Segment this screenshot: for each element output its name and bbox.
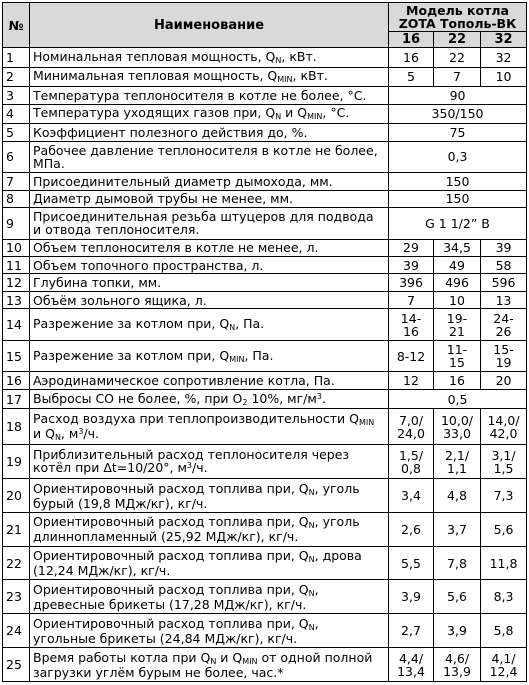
name-text: Рабочее давление теплоносителя в котле не более, МПа. <box>33 142 378 171</box>
row-name <box>30 389 389 409</box>
value-cell: 29 <box>389 239 434 256</box>
shared-value: 75 <box>389 124 527 141</box>
name-text: Время работы котла при Q <box>33 649 211 665</box>
value-cell: 10 <box>434 291 481 308</box>
name-text: от одной полной загрузки углём бурым не более, час.* <box>33 649 373 680</box>
header-name: Наименование <box>30 3 389 48</box>
name-text: Температура теплоносителя в котле не более, °С. <box>33 87 367 103</box>
value-cell: 19- 21 <box>434 309 481 341</box>
row-number: 4 <box>3 104 30 124</box>
row-number: 16 <box>3 372 30 389</box>
shared-value: 150 <box>389 173 527 190</box>
table-row <box>3 479 527 513</box>
value-cell: 22 <box>434 48 481 68</box>
specification-table <box>2 2 527 682</box>
row-name <box>30 67 389 87</box>
name-text: Ориентировочный расход топлива при, Q <box>33 548 309 564</box>
name-text: Ориентировочный расход топлива при, Q <box>33 615 309 631</box>
value-cell: 5,8 <box>481 614 527 648</box>
row-number: 14 <box>3 309 30 341</box>
value-cell: 7 <box>389 291 434 308</box>
name-text: Объем теплоносителя в котле не менее, л. <box>33 240 319 256</box>
row-number: 20 <box>3 479 30 513</box>
header-model-group: Модель котла ZOTA Тополь-ВК <box>389 3 527 32</box>
row-number: 7 <box>3 173 30 190</box>
table-row <box>3 291 527 308</box>
row-name <box>30 87 389 104</box>
row-number: 10 <box>3 239 30 256</box>
value-cell: 34,5 <box>434 239 481 256</box>
value-cell: 4,6/ 13,9 <box>434 648 481 682</box>
name-subscript: N <box>308 521 315 531</box>
table-row <box>3 208 527 240</box>
name-subscript: MIN <box>307 112 323 122</box>
name-text: , °С. <box>322 105 350 121</box>
value-cell: 11- 15 <box>434 340 481 372</box>
value-cell: 24- 26 <box>481 309 527 341</box>
name-text: , м <box>60 425 79 441</box>
value-cell: 596 <box>481 274 527 291</box>
name-text: Глубина топки, мм. <box>33 275 162 291</box>
value-cell: 2,6 <box>389 512 434 546</box>
value-cell: 8-12 <box>389 340 434 372</box>
name-text: Приблизительный расход теплоносителя через котёл при Δt=10/20°, м <box>33 446 350 475</box>
name-subscript: N <box>308 622 315 632</box>
value-cell: 5,6 <box>434 580 481 614</box>
row-name <box>30 274 389 291</box>
name-subscript: N <box>210 656 217 666</box>
name-text: , Па. <box>235 316 265 332</box>
name-text: , уголь бурый (19,8 МДж/кг), кг/ч. <box>33 480 360 511</box>
name-subscript: N <box>308 487 315 497</box>
shared-value: G 1 1/2” В <box>389 208 527 240</box>
value-cell: 4,4/ 13,4 <box>389 648 434 682</box>
row-name <box>30 372 389 389</box>
table-row <box>3 372 527 389</box>
row-name <box>30 104 389 124</box>
name-text: Расход воздуха при теплопроизводительности Q <box>33 410 359 426</box>
row-number: 12 <box>3 274 30 291</box>
value-cell: 13 <box>481 291 527 308</box>
name-text: , угольные брикеты (24,84 МДж/кг), кг/ч. <box>33 615 319 646</box>
table-row <box>3 190 527 207</box>
value-cell: 3,9 <box>434 614 481 648</box>
row-number: 1 <box>3 48 30 68</box>
value-cell: 5,5 <box>389 546 434 580</box>
value-cell: 58 <box>481 257 527 274</box>
row-name <box>30 124 389 141</box>
name-text: Разрежение за котлом при, Q <box>33 316 230 332</box>
name-subscript: N <box>54 432 61 442</box>
row-name <box>30 173 389 190</box>
value-cell: 1,5/ 0,8 <box>389 445 434 479</box>
shared-value: 90 <box>389 87 527 104</box>
name-text: Аэродинамическое сопротивление котла, Па. <box>33 373 335 389</box>
name-text: . <box>321 390 326 406</box>
value-cell: 5 <box>389 67 434 87</box>
name-text: Присоединительный диаметр дымохода, мм. <box>33 173 333 189</box>
row-name <box>30 479 389 513</box>
name-text: , дрова (12,24 МДж/кг), кг/ч. <box>33 548 362 579</box>
name-text: и Q <box>216 649 243 665</box>
table-row <box>3 389 527 409</box>
row-number: 2 <box>3 67 30 87</box>
name-text: и Q <box>281 105 308 121</box>
value-cell: 3,4 <box>389 479 434 513</box>
table-row <box>3 340 527 372</box>
row-name <box>30 257 389 274</box>
row-name <box>30 546 389 580</box>
name-text: , Па. <box>244 347 274 363</box>
name-text: Минимальная тепловая мощность, Q <box>33 68 278 84</box>
value-cell: 16 <box>434 372 481 389</box>
name-subscript: 2 <box>242 397 248 407</box>
header-size-32: 32 <box>481 32 527 48</box>
name-superscript: 3 <box>316 391 322 401</box>
value-cell: 16 <box>389 48 434 68</box>
row-number: 9 <box>3 208 30 240</box>
value-cell: 14,0/ 42,0 <box>481 409 527 445</box>
name-text: Температура уходящих газов при, Q <box>33 105 276 121</box>
table-row <box>3 257 527 274</box>
row-name <box>30 340 389 372</box>
value-cell: 32 <box>481 48 527 68</box>
shared-value: 0,3 <box>389 141 527 173</box>
name-subscript: MIN <box>242 656 258 666</box>
value-cell: 14- 16 <box>389 309 434 341</box>
name-subscript: MIN <box>277 75 293 85</box>
value-cell: 39 <box>481 239 527 256</box>
table-row <box>3 614 527 648</box>
row-name <box>30 48 389 68</box>
name-text: /ч. <box>192 459 208 475</box>
value-cell: 4,1/ 12,4 <box>481 648 527 682</box>
value-cell: 10,0/ 33,0 <box>434 409 481 445</box>
name-subscript: N <box>275 112 282 122</box>
name-text: и Q <box>33 425 55 441</box>
value-cell: 396 <box>389 274 434 291</box>
row-name <box>30 409 389 445</box>
row-name <box>30 580 389 614</box>
value-cell: 7,0/ 24,0 <box>389 409 434 445</box>
name-text: , кВт. <box>281 48 317 64</box>
row-number: 5 <box>3 124 30 141</box>
row-number: 13 <box>3 291 30 308</box>
table-row <box>3 445 527 479</box>
row-name <box>30 208 389 240</box>
table-row <box>3 87 527 104</box>
row-number: 22 <box>3 546 30 580</box>
spec-sheet <box>2 2 526 682</box>
table-row <box>3 309 527 341</box>
value-cell: 2,7 <box>389 614 434 648</box>
name-text: 10%, мг/м <box>247 390 317 406</box>
value-cell: 5,6 <box>481 512 527 546</box>
name-superscript: 3 <box>186 460 193 470</box>
value-cell: 20 <box>481 372 527 389</box>
name-text: /ч. <box>83 425 99 441</box>
row-number: 19 <box>3 445 30 479</box>
header-size-16: 16 <box>389 32 434 48</box>
table-row <box>3 239 527 256</box>
value-cell: 7,8 <box>434 546 481 580</box>
table-row <box>3 104 527 124</box>
row-name <box>30 309 389 341</box>
name-text: Ориентировочный расход топлива при, Q <box>33 480 309 496</box>
row-name <box>30 614 389 648</box>
shared-value: 0,5 <box>389 389 527 409</box>
table-row <box>3 580 527 614</box>
row-name <box>30 141 389 173</box>
name-text: , кВт. <box>292 68 328 84</box>
value-cell: 2,1/ 1,1 <box>434 445 481 479</box>
value-cell: 12 <box>389 372 434 389</box>
name-text: Присоединительная резьба штуцеров для подвода и отвода теплоносителя. <box>33 209 374 238</box>
table-row <box>3 48 527 68</box>
row-name <box>30 512 389 546</box>
table-row <box>3 124 527 141</box>
table-row <box>3 512 527 546</box>
name-text: , древесные брикеты (17,28 МДж/кг), кг/ч. <box>33 581 319 612</box>
name-text: Коэффициент полезного действия до, %. <box>33 124 308 140</box>
name-subscript: N <box>308 588 315 598</box>
name-text: Диаметр дымовой трубы не менее, мм. <box>33 191 294 207</box>
name-subscript: N <box>229 323 236 333</box>
shared-value: 150 <box>389 190 527 207</box>
header-number: № <box>3 3 30 48</box>
table-row <box>3 648 527 682</box>
row-name <box>30 190 389 207</box>
table-body <box>3 48 527 682</box>
row-number: 21 <box>3 512 30 546</box>
row-number: 3 <box>3 87 30 104</box>
value-cell: 4,8 <box>434 479 481 513</box>
name-text: Объём зольного ящика, л. <box>33 292 207 308</box>
row-number: 11 <box>3 257 30 274</box>
name-text: , уголь длиннопламенный (25,92 МДж/кг), кг/ч. <box>33 514 360 545</box>
row-number: 6 <box>3 141 30 173</box>
row-number: 17 <box>3 389 30 409</box>
row-number: 18 <box>3 409 30 445</box>
value-cell: 3,7 <box>434 512 481 546</box>
value-cell: 7,3 <box>481 479 527 513</box>
table-row <box>3 546 527 580</box>
name-superscript: 3 <box>78 426 84 436</box>
row-name <box>30 239 389 256</box>
value-cell: 3,9 <box>389 580 434 614</box>
name-subscript: N <box>308 555 315 565</box>
value-cell: 7 <box>434 67 481 87</box>
row-number: 15 <box>3 340 30 372</box>
table-row <box>3 67 527 87</box>
table-row <box>3 141 527 173</box>
table-row <box>3 173 527 190</box>
table-row <box>3 274 527 291</box>
value-cell: 10 <box>481 67 527 87</box>
name-text: Разрежение за котлом при, Q <box>33 347 230 363</box>
value-cell: 49 <box>434 257 481 274</box>
name-text: Ориентировочный расход топлива при, Q <box>33 514 309 530</box>
name-subscript: MIN <box>359 417 375 427</box>
value-cell: 3,1/ 1,5 <box>481 445 527 479</box>
value-cell: 39 <box>389 257 434 274</box>
value-cell: 11,8 <box>481 546 527 580</box>
value-cell: 496 <box>434 274 481 291</box>
name-text: Выбросы СО не более, %, при О <box>33 390 243 406</box>
value-cell: 8,3 <box>481 580 527 614</box>
row-number: 23 <box>3 580 30 614</box>
row-number: 8 <box>3 190 30 207</box>
name-text: Ориентировочный расход топлива при, Q <box>33 581 309 597</box>
name-subscript: MIN <box>229 354 245 364</box>
value-cell: 15- 19 <box>481 340 527 372</box>
row-number: 25 <box>3 648 30 682</box>
row-number: 24 <box>3 614 30 648</box>
row-name <box>30 648 389 682</box>
name-subscript: N <box>275 55 282 65</box>
name-text: Объем топочного пространства, л. <box>33 257 264 273</box>
name-text: Номинальная тепловая мощность, Q <box>33 48 276 64</box>
row-name <box>30 445 389 479</box>
table-row <box>3 409 527 445</box>
row-name <box>30 291 389 308</box>
shared-value: 350/150 <box>389 104 527 124</box>
header-size-22: 22 <box>434 32 481 48</box>
